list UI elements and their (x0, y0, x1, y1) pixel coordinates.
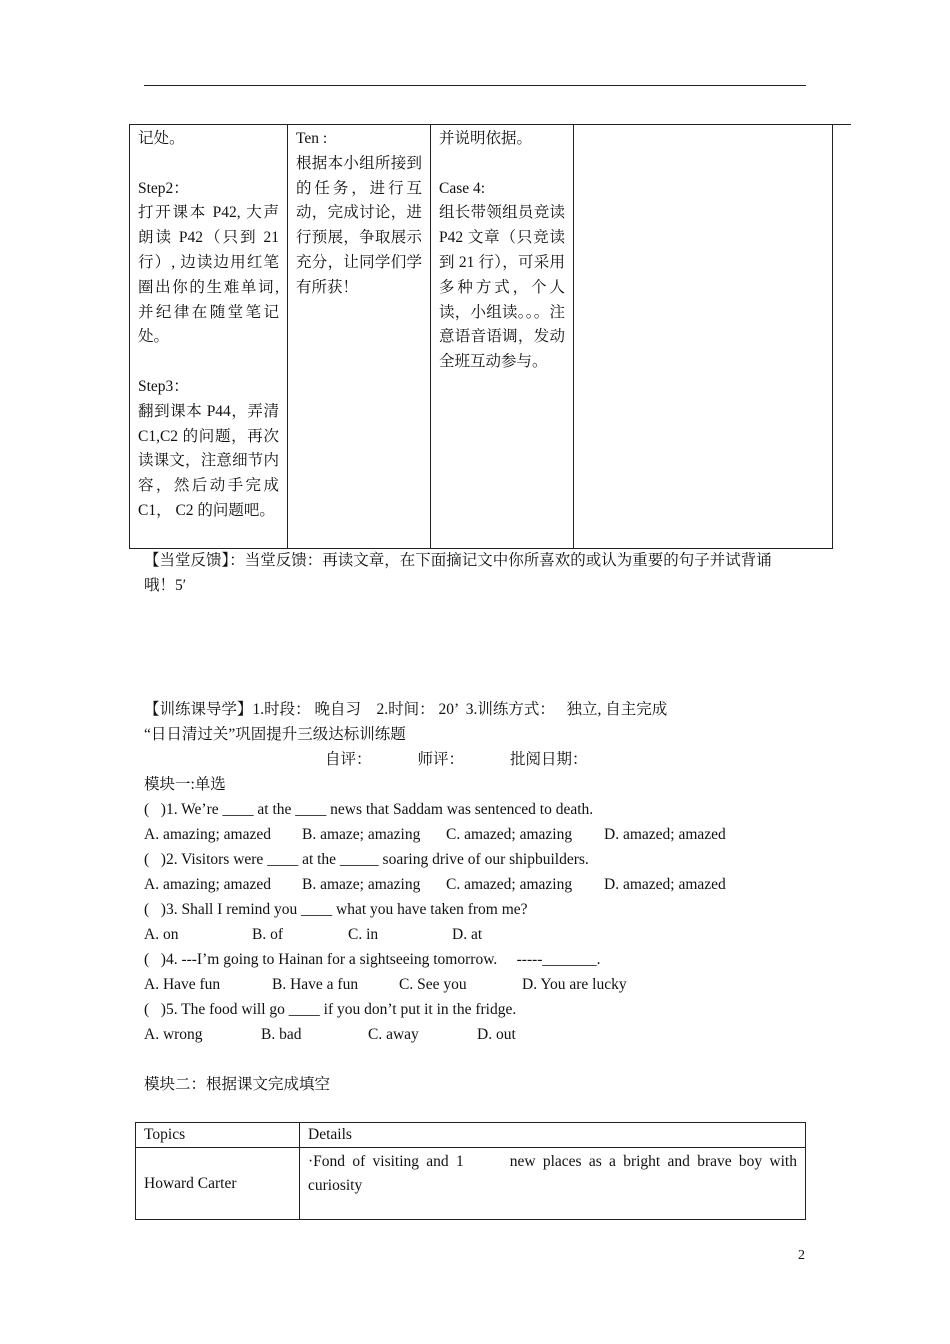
option-d: D. out (477, 1026, 516, 1043)
case-text: 组长带领组员竞读 P42 文章（只竞读到 21 行），可采用多种方式，个人读，小组读。。。注意语音语调，发动全班互动参与。 (439, 204, 565, 371)
detail-text-part2: new places as a bright and brave boy with curiosity (308, 1153, 797, 1194)
page-number: 2 (798, 1248, 805, 1263)
teacher-eval-label: 师评： (417, 751, 465, 768)
module1-title: 模块一:单选 (144, 776, 226, 793)
case-title: Case 4: (439, 179, 486, 197)
ten-text: 根据本小组所接到的任务，进行互动，完成讨论，进行预展，争取展示充分，让同学们学有所获！ (296, 154, 422, 296)
blank-line (439, 152, 565, 177)
blank-line (138, 350, 279, 375)
ten-cell (288, 125, 431, 549)
topics-table (135, 1122, 806, 1220)
ten-title: Ten : (296, 130, 328, 147)
topics-header: Topics (136, 1123, 300, 1148)
option-d: D. at (452, 926, 483, 943)
evaluation-row (325, 748, 588, 773)
step-title: Step3： (138, 377, 189, 395)
topic-cell: Howard Carter (136, 1148, 300, 1220)
training-subtitle: “日日清过关”巩固提升三级达标训练题 (144, 726, 406, 743)
option-b: B. amaze; amazing (302, 826, 421, 843)
empty-cell (574, 125, 833, 549)
option-d: D. You are lucky (522, 976, 627, 993)
review-date-label: 批阅日期： (510, 751, 588, 768)
option-a: A. wrong (144, 1026, 203, 1043)
option-c: C. amazed; amazing (446, 876, 573, 893)
option-a: A. amazing; amazed (144, 826, 271, 843)
option-b: B. amaze; amazing (302, 876, 421, 893)
steps-cell (130, 125, 288, 549)
option-b: B. of (252, 926, 283, 943)
option-c: C. away (368, 1026, 419, 1043)
detail-cell (300, 1148, 806, 1220)
self-eval-label: 自评： (325, 751, 372, 768)
feedback-line-1: 【当堂反馈】：当堂反馈：再读文章，在下面摘记文中你所喜欢的或认为重要的句子并试背诵 (144, 552, 772, 569)
option-a: A. Have fun (144, 976, 221, 993)
question-4: ( )4. ---I’m going to Hainan for a sightseeing tomorrow. -----_______. (144, 951, 601, 968)
question-3: ( )3. Shall I remind you ____ what you have taken from me? (144, 901, 528, 918)
option-c: C. in (348, 926, 379, 943)
details-header: Details (300, 1123, 806, 1148)
option-a: A. amazing; amazed (144, 876, 271, 893)
step-text: 翻到课本 P44，弄清 C1,C2 的问题，再次读课文，注意细节内容，然后动手完成 C1， C2 的问题吧。 (138, 402, 279, 519)
blank-line (138, 152, 279, 177)
case-text: 并说明依据。 (439, 130, 533, 147)
lesson-table (129, 124, 833, 549)
option-c: C. See you (399, 976, 467, 993)
option-d: D. amazed; amazed (604, 826, 726, 843)
option-b: B. bad (261, 1026, 302, 1043)
case-cell (431, 125, 574, 549)
training-header: 【训练课导学】1.时段： 晚自习 2.时间： 20’ 3.训练方式： 独立, 自主完成 (144, 701, 668, 718)
option-a: A. on (144, 926, 179, 943)
module2-title: 模块二：根据课文完成填空 (144, 1076, 331, 1093)
table-edge-rule (833, 124, 851, 125)
feedback-line-2: 哦！5′ (144, 577, 187, 594)
option-c: C. amazed; amazing (446, 826, 573, 843)
step-title: Step2： (138, 179, 189, 197)
detail-text-part1: ·Fond of visiting and 1 (308, 1153, 464, 1170)
question-2: ( )2. Visitors were ____ at the _____ soaring drive of our shipbuilders. (144, 851, 589, 868)
question-1: ( )1. We’re ____ at the ____ news that Saddam was sentenced to death. (144, 801, 594, 818)
question-5: ( )5. The food will go ____ if you don’t put it in the fridge. (144, 1001, 517, 1018)
option-b: B. Have a fun (272, 976, 359, 993)
step-text: 打开课本 P42, 大声朗读 P42（只到 21 行）, 边读边用红笔圈出你的生难单词, 并纪律在随堂笔记处。 (138, 204, 279, 346)
step-text: 记处。 (138, 130, 185, 147)
option-d: D. amazed; amazed (604, 876, 726, 893)
header-rule (144, 85, 806, 86)
